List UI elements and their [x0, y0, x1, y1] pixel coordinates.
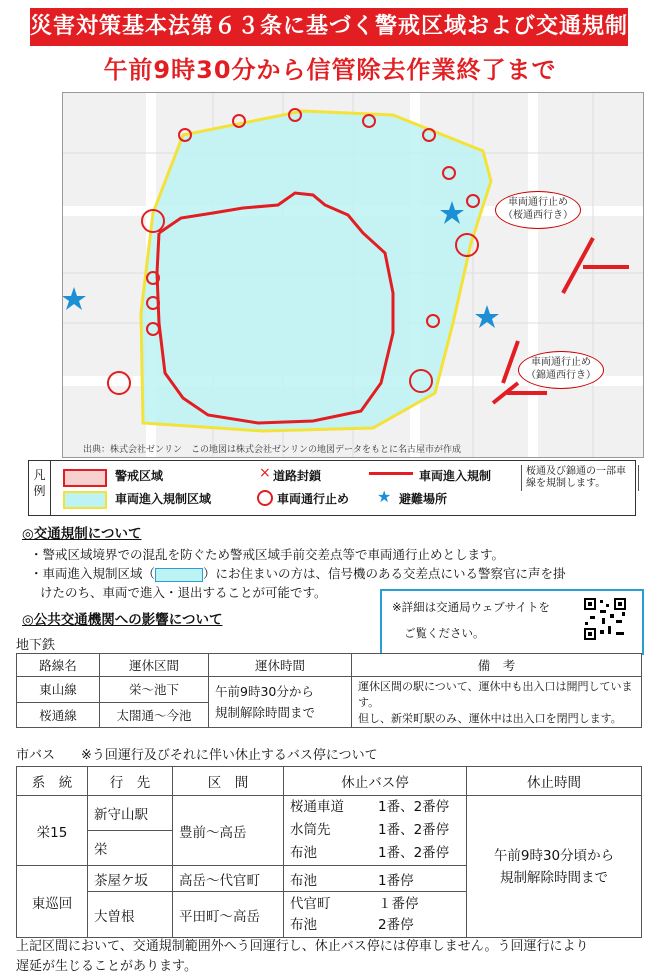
traffic-heading: ◎交通規制について: [22, 526, 142, 542]
bus-section: 豊前～高岳: [173, 796, 284, 866]
subway-table: [16, 653, 642, 728]
subway-time: 午前9時30分から 規制解除時間まで: [209, 677, 352, 728]
footer-note-2: 遅延が生じることがあります。: [16, 959, 197, 974]
bus-section: 平田町～高岳: [173, 892, 284, 938]
map-credit: 出典：株式会社ゼンリン この地図は株式会社ゼンリンの地図データをもとに名古屋市が作成: [83, 445, 462, 455]
regulation-map: [62, 92, 644, 458]
subway-section: 栄～池下: [100, 677, 209, 703]
bus-section: 高岳～代官町: [173, 866, 284, 892]
legend-road-closed: 道路封鎖: [273, 469, 322, 483]
vehicle-restriction-area: [141, 111, 491, 431]
subway-line: 桜通線: [17, 702, 100, 728]
subway-line: 東山線: [17, 677, 100, 703]
callout-nishiki: 車両通行止め （錦通西行き）: [518, 351, 604, 389]
bus-header-row: [17, 767, 642, 796]
bus-stops: 代官町 １番停 布池 2番停: [284, 892, 467, 938]
bus-table: [16, 766, 642, 938]
qr-code-icon[interactable]: [582, 596, 628, 642]
bus-col-stops: 休止バス停: [284, 767, 467, 796]
subway-col-note: 備 考: [352, 654, 642, 677]
bus-stops: 布池 1番停: [284, 866, 467, 892]
callout-sakura: 車両通行止め （桜通西行き）: [495, 191, 581, 229]
bus-label: 市バス ※う回運行及びそれに伴い休止するバス停について: [16, 748, 378, 763]
legend-entry-restriction: 車両進入規制: [419, 469, 492, 483]
legend-vehicle-stop: 車両通行止め: [277, 492, 350, 506]
legend-shinnyu-area: 車両進入規制区域: [115, 492, 212, 506]
page-subtitle: 午前9時30分から信管除去作業終了まで: [103, 56, 557, 84]
keikai-swatch: [63, 469, 107, 487]
bus-col-route: 系 統: [17, 767, 88, 796]
subway-label: 地下鉄: [16, 638, 56, 653]
bus-route: 東巡回: [17, 866, 88, 938]
info-text: ※詳細は交通局ウェブサイトを: [392, 600, 550, 614]
traffic-line2: ・車両進入規制区域（ ）にお住まいの方は、信号機のある交差点にいる警察官に声を掛: [30, 566, 566, 581]
footer-note-1: 上記区間において、交通規制範囲外へう回運行し、休止バス停には停車しません。う回運行により: [16, 939, 589, 954]
subway-note: 運休区間の駅について、運休中も出入口は開門しています。 但し、新栄町駅のみ、運休中は出入口を閉門します。: [352, 677, 642, 728]
legend: [28, 460, 636, 516]
bus-col-section: 区 間: [173, 767, 284, 796]
subway-col-line: 路線名: [17, 654, 100, 677]
bus-route: 栄15: [17, 796, 88, 866]
vehicle-stop-icon: [257, 490, 273, 506]
subway-col-section: 運休区間: [100, 654, 209, 677]
traffic-line1: ・警戒区域境界での混乱を防ぐため警戒区域手前交差点等で車両通行止めとします。: [30, 547, 505, 562]
road-closed-icon: ×: [259, 465, 271, 481]
bus-dest: 栄: [88, 831, 173, 866]
table-row: [17, 796, 642, 831]
bus-dest: 大曽根: [88, 892, 173, 938]
transit-heading: ◎公共交通機関への影響について: [22, 612, 223, 628]
subway-section: 太閤通～今池: [100, 702, 209, 728]
legend-shelter: 避難場所: [399, 492, 448, 506]
bus-col-dest: 行 先: [88, 767, 173, 796]
bus-dest: 新守山駅: [88, 796, 173, 831]
map-drawing: [63, 93, 643, 457]
cyan-swatch: [155, 568, 203, 582]
bus-time: 午前9時30分頃から 規制解除時間まで: [467, 796, 642, 938]
legend-note: 桜通及び錦通の一部車線を規制します。: [521, 465, 639, 491]
arrow-left-icon: [369, 472, 413, 475]
subway-header-row: [17, 654, 642, 677]
legend-keikai: 警戒区域: [115, 469, 164, 483]
bus-dest: 茶屋ケ坂: [88, 866, 173, 892]
bus-stops: 桜通車道 1番、2番停 水筒先 1番、2番停 布池 1番、2番停: [284, 796, 467, 866]
legend-label: 凡例: [29, 461, 51, 515]
bus-col-time: 休止時間: [467, 767, 642, 796]
subway-col-time: 運休時間: [209, 654, 352, 677]
shinnyu-swatch: [63, 491, 107, 509]
page-title: 災害対策基本法第６３条に基づく警戒区域および交通規制: [30, 8, 628, 46]
traffic-line3: けたのち、車両で進入・退出することが可能です。: [40, 585, 327, 600]
info-text-2: ご覧ください。: [404, 626, 485, 640]
star-icon: ★: [377, 487, 392, 506]
table-row: [17, 677, 642, 703]
